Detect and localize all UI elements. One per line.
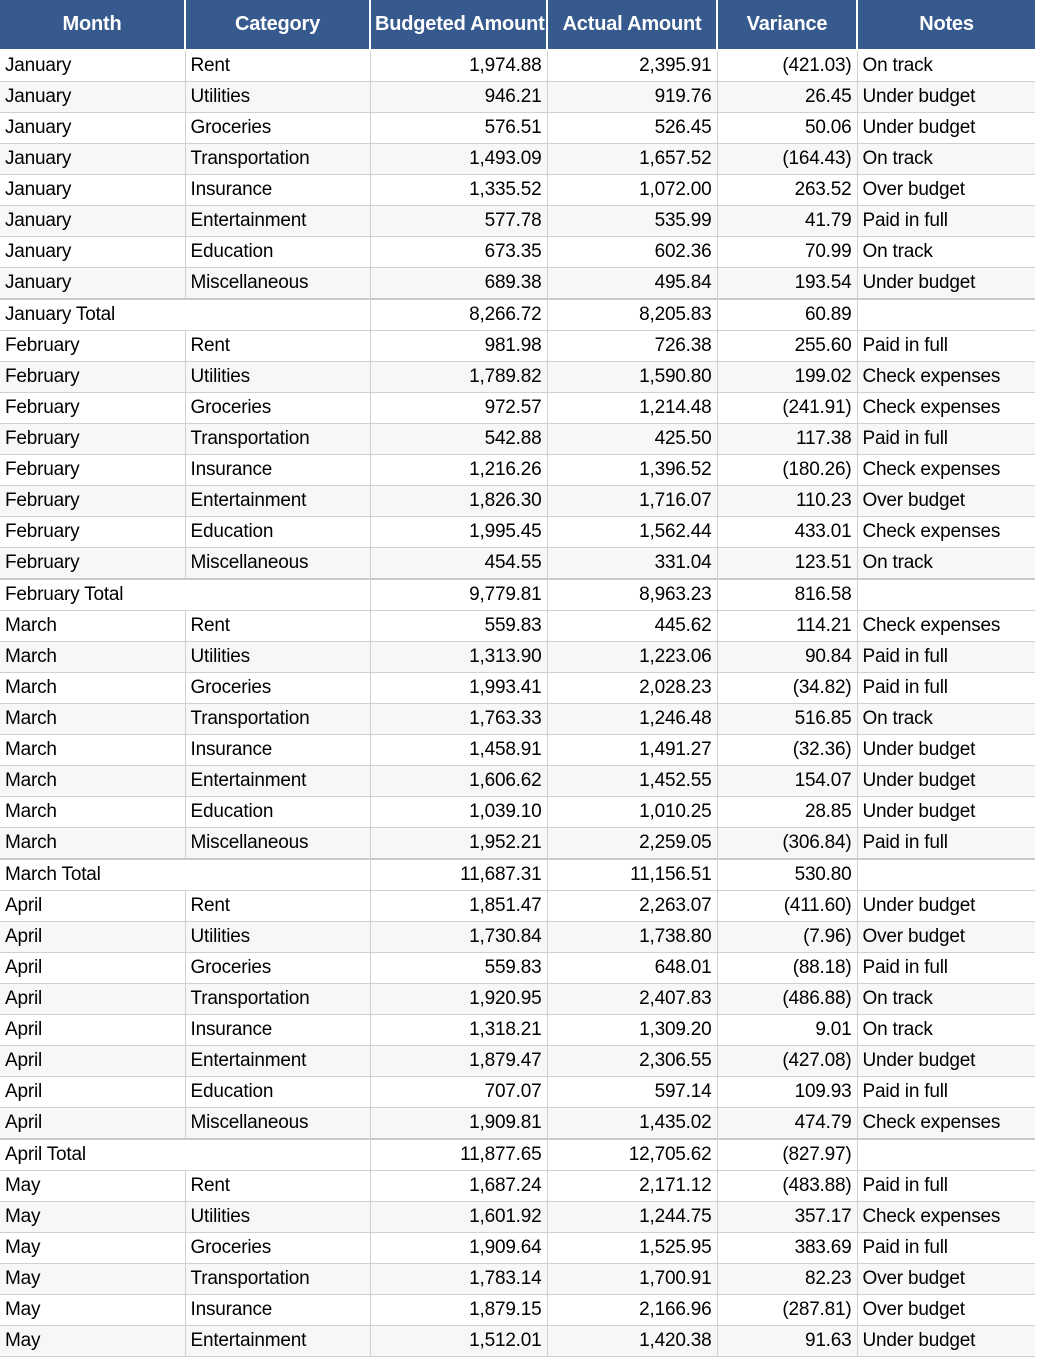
cell-notes: Paid in full — [857, 828, 1035, 860]
cell-variance: (287.81) — [717, 1295, 857, 1326]
cell-category: Entertainment — [185, 1046, 370, 1077]
cell-actual-amount: 1,223.06 — [547, 642, 717, 673]
cell-notes: Check expenses — [857, 362, 1035, 393]
cell-category: Groceries — [185, 113, 370, 144]
table-header — [0, 0, 1035, 50]
cell-notes: Check expenses — [857, 517, 1035, 548]
cell-variance: 433.01 — [717, 517, 857, 548]
cell-actual-amount: 1,491.27 — [547, 735, 717, 766]
cell-actual-amount: 2,166.96 — [547, 1295, 717, 1326]
cell-month: February — [0, 455, 185, 486]
cell-variance: 357.17 — [717, 1202, 857, 1233]
total-variance: (827.97) — [717, 1139, 857, 1171]
cell-notes: Over budget — [857, 922, 1035, 953]
cell-variance: 474.79 — [717, 1108, 857, 1140]
cell-category: Rent — [185, 611, 370, 642]
cell-month: March — [0, 611, 185, 642]
cell-budgeted-amount: 1,763.33 — [370, 704, 547, 735]
cell-actual-amount: 1,452.55 — [547, 766, 717, 797]
cell-variance: 383.69 — [717, 1233, 857, 1264]
total-actual-amount: 8,963.23 — [547, 579, 717, 611]
total-budgeted-amount: 11,687.31 — [370, 859, 547, 891]
cell-variance: 516.85 — [717, 704, 857, 735]
cell-actual-amount: 919.76 — [547, 82, 717, 113]
cell-budgeted-amount: 1,974.88 — [370, 50, 547, 82]
column-header-category[interactable]: Category — [185, 0, 370, 50]
cell-actual-amount: 425.50 — [547, 424, 717, 455]
cell-budgeted-amount: 577.78 — [370, 206, 547, 237]
cell-actual-amount: 2,395.91 — [547, 50, 717, 82]
cell-variance: (421.03) — [717, 50, 857, 82]
cell-month: March — [0, 642, 185, 673]
cell-variance: 199.02 — [717, 362, 857, 393]
table-body — [0, 50, 1035, 1357]
cell-budgeted-amount: 1,216.26 — [370, 455, 547, 486]
cell-budgeted-amount: 1,313.90 — [370, 642, 547, 673]
cell-month: March — [0, 735, 185, 766]
cell-variance: (34.82) — [717, 673, 857, 704]
cell-actual-amount: 1,590.80 — [547, 362, 717, 393]
cell-month: March — [0, 673, 185, 704]
cell-variance: (483.88) — [717, 1171, 857, 1202]
cell-category: Groceries — [185, 953, 370, 984]
cell-notes: On track — [857, 984, 1035, 1015]
cell-month: March — [0, 828, 185, 860]
cell-budgeted-amount: 1,909.64 — [370, 1233, 547, 1264]
cell-budgeted-amount: 1,039.10 — [370, 797, 547, 828]
cell-variance: (306.84) — [717, 828, 857, 860]
cell-actual-amount: 1,525.95 — [547, 1233, 717, 1264]
cell-actual-amount: 1,396.52 — [547, 455, 717, 486]
table-row — [0, 828, 1035, 860]
cell-actual-amount: 597.14 — [547, 1077, 717, 1108]
cell-category: Insurance — [185, 455, 370, 486]
cell-notes: Over budget — [857, 486, 1035, 517]
cell-month: January — [0, 206, 185, 237]
cell-actual-amount: 648.01 — [547, 953, 717, 984]
cell-budgeted-amount: 946.21 — [370, 82, 547, 113]
cell-notes: Over budget — [857, 175, 1035, 206]
cell-variance: 154.07 — [717, 766, 857, 797]
cell-month: April — [0, 891, 185, 922]
table-row — [0, 82, 1035, 113]
cell-month: February — [0, 424, 185, 455]
table-row — [0, 362, 1035, 393]
cell-actual-amount: 1,716.07 — [547, 486, 717, 517]
table-total-row — [0, 579, 1035, 611]
cell-month: January — [0, 82, 185, 113]
table-row — [0, 424, 1035, 455]
cell-notes: Under budget — [857, 82, 1035, 113]
cell-variance: 41.79 — [717, 206, 857, 237]
cell-budgeted-amount: 673.35 — [370, 237, 547, 268]
cell-notes: Check expenses — [857, 455, 1035, 486]
cell-month: May — [0, 1171, 185, 1202]
table-row — [0, 1326, 1035, 1357]
cell-budgeted-amount: 1,879.15 — [370, 1295, 547, 1326]
cell-category: Rent — [185, 331, 370, 362]
total-notes — [857, 859, 1035, 891]
cell-budgeted-amount: 1,995.45 — [370, 517, 547, 548]
cell-category: Rent — [185, 1171, 370, 1202]
cell-category: Entertainment — [185, 206, 370, 237]
cell-category: Insurance — [185, 1295, 370, 1326]
cell-variance: (180.26) — [717, 455, 857, 486]
cell-budgeted-amount: 559.83 — [370, 953, 547, 984]
cell-month: January — [0, 50, 185, 82]
cell-variance: (32.36) — [717, 735, 857, 766]
cell-variance: 82.23 — [717, 1264, 857, 1295]
cell-budgeted-amount: 1,993.41 — [370, 673, 547, 704]
cell-month: May — [0, 1233, 185, 1264]
total-variance: 816.58 — [717, 579, 857, 611]
cell-category: Education — [185, 237, 370, 268]
column-header-budgeted-amount[interactable]: Budgeted Amount — [370, 0, 547, 50]
cell-variance: 90.84 — [717, 642, 857, 673]
cell-notes: On track — [857, 144, 1035, 175]
cell-notes: Paid in full — [857, 424, 1035, 455]
table-row — [0, 704, 1035, 735]
cell-category: Groceries — [185, 1233, 370, 1264]
cell-variance: 91.63 — [717, 1326, 857, 1357]
table-row — [0, 1046, 1035, 1077]
cell-budgeted-amount: 689.38 — [370, 268, 547, 300]
cell-budgeted-amount: 1,601.92 — [370, 1202, 547, 1233]
cell-notes: Over budget — [857, 1295, 1035, 1326]
column-header-actual-amount[interactable]: Actual Amount — [547, 0, 717, 50]
cell-actual-amount: 1,309.20 — [547, 1015, 717, 1046]
cell-budgeted-amount: 1,783.14 — [370, 1264, 547, 1295]
table-row — [0, 1171, 1035, 1202]
cell-budgeted-amount: 1,687.24 — [370, 1171, 547, 1202]
cell-notes: Paid in full — [857, 1233, 1035, 1264]
cell-month: April — [0, 953, 185, 984]
column-header-month[interactable]: Month — [0, 0, 185, 50]
cell-budgeted-amount: 1,879.47 — [370, 1046, 547, 1077]
cell-month: May — [0, 1202, 185, 1233]
cell-notes: Paid in full — [857, 331, 1035, 362]
cell-category: Education — [185, 1077, 370, 1108]
cell-budgeted-amount: 1,318.21 — [370, 1015, 547, 1046]
cell-actual-amount: 1,072.00 — [547, 175, 717, 206]
table-row — [0, 237, 1035, 268]
cell-category: Transportation — [185, 704, 370, 735]
cell-actual-amount: 1,700.91 — [547, 1264, 717, 1295]
cell-notes: Under budget — [857, 268, 1035, 300]
cell-category: Entertainment — [185, 766, 370, 797]
cell-variance: 110.23 — [717, 486, 857, 517]
cell-actual-amount: 2,259.05 — [547, 828, 717, 860]
cell-budgeted-amount: 1,335.52 — [370, 175, 547, 206]
table-row — [0, 673, 1035, 704]
total-variance: 60.89 — [717, 299, 857, 331]
cell-month: May — [0, 1264, 185, 1295]
table-row — [0, 1108, 1035, 1140]
total-notes — [857, 1139, 1035, 1171]
cell-category: Rent — [185, 891, 370, 922]
cell-variance: (486.88) — [717, 984, 857, 1015]
cell-budgeted-amount: 559.83 — [370, 611, 547, 642]
cell-notes: Check expenses — [857, 1202, 1035, 1233]
cell-month: January — [0, 268, 185, 300]
cell-variance: 26.45 — [717, 82, 857, 113]
table-row — [0, 486, 1035, 517]
cell-category: Utilities — [185, 1202, 370, 1233]
cell-month: February — [0, 331, 185, 362]
cell-notes: Under budget — [857, 797, 1035, 828]
cell-notes: On track — [857, 50, 1035, 82]
cell-variance: (411.60) — [717, 891, 857, 922]
cell-category: Rent — [185, 50, 370, 82]
cell-variance: 109.93 — [717, 1077, 857, 1108]
table-total-row — [0, 859, 1035, 891]
cell-category: Miscellaneous — [185, 828, 370, 860]
cell-actual-amount: 1,738.80 — [547, 922, 717, 953]
total-label: January Total — [0, 299, 370, 331]
table-row — [0, 517, 1035, 548]
cell-notes: Over budget — [857, 1264, 1035, 1295]
cell-actual-amount: 1,244.75 — [547, 1202, 717, 1233]
cell-actual-amount: 1,010.25 — [547, 797, 717, 828]
total-notes — [857, 579, 1035, 611]
cell-budgeted-amount: 1,606.62 — [370, 766, 547, 797]
cell-variance: 263.52 — [717, 175, 857, 206]
cell-variance: 28.85 — [717, 797, 857, 828]
cell-category: Miscellaneous — [185, 1108, 370, 1140]
table-row — [0, 175, 1035, 206]
cell-notes: Paid in full — [857, 673, 1035, 704]
cell-month: January — [0, 237, 185, 268]
cell-actual-amount: 495.84 — [547, 268, 717, 300]
table-row — [0, 1202, 1035, 1233]
cell-actual-amount: 726.38 — [547, 331, 717, 362]
cell-category: Utilities — [185, 362, 370, 393]
cell-variance: 9.01 — [717, 1015, 857, 1046]
table-row — [0, 455, 1035, 486]
total-actual-amount: 8,205.83 — [547, 299, 717, 331]
cell-month: April — [0, 1046, 185, 1077]
total-notes — [857, 299, 1035, 331]
cell-variance: 50.06 — [717, 113, 857, 144]
table-row — [0, 1295, 1035, 1326]
table-row — [0, 206, 1035, 237]
table-total-row — [0, 299, 1035, 331]
cell-month: May — [0, 1295, 185, 1326]
cell-category: Utilities — [185, 82, 370, 113]
table-row — [0, 144, 1035, 175]
cell-actual-amount: 602.36 — [547, 237, 717, 268]
cell-category: Education — [185, 797, 370, 828]
cell-budgeted-amount: 1,851.47 — [370, 891, 547, 922]
cell-category: Miscellaneous — [185, 268, 370, 300]
table-row — [0, 984, 1035, 1015]
cell-notes: Paid in full — [857, 953, 1035, 984]
cell-notes: Under budget — [857, 891, 1035, 922]
table-total-row — [0, 1139, 1035, 1171]
cell-variance: 70.99 — [717, 237, 857, 268]
cell-actual-amount: 2,263.07 — [547, 891, 717, 922]
cell-notes: Check expenses — [857, 611, 1035, 642]
cell-month: February — [0, 362, 185, 393]
cell-category: Entertainment — [185, 486, 370, 517]
table-row — [0, 642, 1035, 673]
cell-notes: On track — [857, 548, 1035, 580]
cell-month: May — [0, 1326, 185, 1357]
cell-notes: On track — [857, 704, 1035, 735]
cell-month: January — [0, 144, 185, 175]
cell-month: April — [0, 1077, 185, 1108]
cell-category: Entertainment — [185, 1326, 370, 1357]
cell-actual-amount: 445.62 — [547, 611, 717, 642]
total-label: April Total — [0, 1139, 370, 1171]
cell-notes: Under budget — [857, 1326, 1035, 1357]
table-row — [0, 268, 1035, 300]
cell-budgeted-amount: 1,458.91 — [370, 735, 547, 766]
total-budgeted-amount: 9,779.81 — [370, 579, 547, 611]
cell-month: January — [0, 175, 185, 206]
table-row — [0, 611, 1035, 642]
cell-month: April — [0, 922, 185, 953]
cell-budgeted-amount: 1,730.84 — [370, 922, 547, 953]
cell-category: Transportation — [185, 144, 370, 175]
cell-category: Insurance — [185, 1015, 370, 1046]
cell-budgeted-amount: 454.55 — [370, 548, 547, 580]
cell-notes: Check expenses — [857, 1108, 1035, 1140]
cell-budgeted-amount: 576.51 — [370, 113, 547, 144]
cell-budgeted-amount: 1,909.81 — [370, 1108, 547, 1140]
cell-actual-amount: 1,420.38 — [547, 1326, 717, 1357]
cell-budgeted-amount: 1,512.01 — [370, 1326, 547, 1357]
cell-month: April — [0, 984, 185, 1015]
table-row — [0, 331, 1035, 362]
table-row — [0, 50, 1035, 82]
table-row — [0, 891, 1035, 922]
cell-month: April — [0, 1015, 185, 1046]
table-row — [0, 797, 1035, 828]
total-actual-amount: 11,156.51 — [547, 859, 717, 891]
cell-actual-amount: 2,306.55 — [547, 1046, 717, 1077]
cell-budgeted-amount: 1,493.09 — [370, 144, 547, 175]
cell-month: March — [0, 797, 185, 828]
total-label: March Total — [0, 859, 370, 891]
cell-budgeted-amount: 972.57 — [370, 393, 547, 424]
total-budgeted-amount: 8,266.72 — [370, 299, 547, 331]
table-row — [0, 1077, 1035, 1108]
table-row — [0, 113, 1035, 144]
table-row — [0, 548, 1035, 580]
cell-notes: On track — [857, 237, 1035, 268]
cell-actual-amount: 2,171.12 — [547, 1171, 717, 1202]
cell-actual-amount: 1,657.52 — [547, 144, 717, 175]
cell-notes: Paid in full — [857, 1171, 1035, 1202]
cell-notes: Under budget — [857, 113, 1035, 144]
table-row — [0, 953, 1035, 984]
cell-month: February — [0, 486, 185, 517]
cell-category: Insurance — [185, 175, 370, 206]
cell-budgeted-amount: 707.07 — [370, 1077, 547, 1108]
cell-category: Miscellaneous — [185, 548, 370, 580]
total-label: February Total — [0, 579, 370, 611]
cell-variance: (241.91) — [717, 393, 857, 424]
cell-category: Groceries — [185, 673, 370, 704]
table-row — [0, 1015, 1035, 1046]
cell-actual-amount: 2,407.83 — [547, 984, 717, 1015]
cell-category: Education — [185, 517, 370, 548]
cell-budgeted-amount: 1,826.30 — [370, 486, 547, 517]
cell-month: March — [0, 766, 185, 797]
cell-month: February — [0, 548, 185, 580]
table-row — [0, 1264, 1035, 1295]
cell-category: Transportation — [185, 1264, 370, 1295]
cell-budgeted-amount: 981.98 — [370, 331, 547, 362]
total-variance: 530.80 — [717, 859, 857, 891]
cell-category: Transportation — [185, 984, 370, 1015]
cell-budgeted-amount: 1,789.82 — [370, 362, 547, 393]
cell-actual-amount: 1,246.48 — [547, 704, 717, 735]
cell-budgeted-amount: 542.88 — [370, 424, 547, 455]
cell-notes: Paid in full — [857, 206, 1035, 237]
cell-month: February — [0, 517, 185, 548]
table-row — [0, 766, 1035, 797]
cell-notes: Under budget — [857, 1046, 1035, 1077]
table-row — [0, 1233, 1035, 1264]
cell-category: Groceries — [185, 393, 370, 424]
cell-variance: 255.60 — [717, 331, 857, 362]
cell-variance: 114.21 — [717, 611, 857, 642]
cell-budgeted-amount: 1,920.95 — [370, 984, 547, 1015]
cell-actual-amount: 526.45 — [547, 113, 717, 144]
cell-notes: Under budget — [857, 735, 1035, 766]
cell-variance: 193.54 — [717, 268, 857, 300]
cell-notes: Under budget — [857, 766, 1035, 797]
cell-actual-amount: 2,028.23 — [547, 673, 717, 704]
cell-actual-amount: 331.04 — [547, 548, 717, 580]
cell-category: Utilities — [185, 642, 370, 673]
cell-category: Transportation — [185, 424, 370, 455]
cell-actual-amount: 1,562.44 — [547, 517, 717, 548]
cell-notes: Paid in full — [857, 1077, 1035, 1108]
table-row — [0, 735, 1035, 766]
cell-variance: (427.08) — [717, 1046, 857, 1077]
column-header-variance[interactable]: Variance — [717, 0, 857, 50]
cell-variance: 117.38 — [717, 424, 857, 455]
cell-variance: (88.18) — [717, 953, 857, 984]
cell-category: Utilities — [185, 922, 370, 953]
cell-actual-amount: 1,214.48 — [547, 393, 717, 424]
cell-category: Insurance — [185, 735, 370, 766]
cell-month: March — [0, 704, 185, 735]
cell-month: April — [0, 1108, 185, 1140]
cell-actual-amount: 535.99 — [547, 206, 717, 237]
cell-variance: (7.96) — [717, 922, 857, 953]
table-row — [0, 393, 1035, 424]
column-header-notes[interactable]: Notes — [857, 0, 1035, 50]
cell-month: February — [0, 393, 185, 424]
cell-variance: 123.51 — [717, 548, 857, 580]
total-budgeted-amount: 11,877.65 — [370, 1139, 547, 1171]
cell-variance: (164.43) — [717, 144, 857, 175]
total-actual-amount: 12,705.62 — [547, 1139, 717, 1171]
cell-month: January — [0, 113, 185, 144]
cell-budgeted-amount: 1,952.21 — [370, 828, 547, 860]
cell-notes: Check expenses — [857, 393, 1035, 424]
cell-notes: Paid in full — [857, 642, 1035, 673]
table-row — [0, 922, 1035, 953]
table-header-row — [0, 0, 1035, 50]
cell-notes: On track — [857, 1015, 1035, 1046]
cell-actual-amount: 1,435.02 — [547, 1108, 717, 1140]
